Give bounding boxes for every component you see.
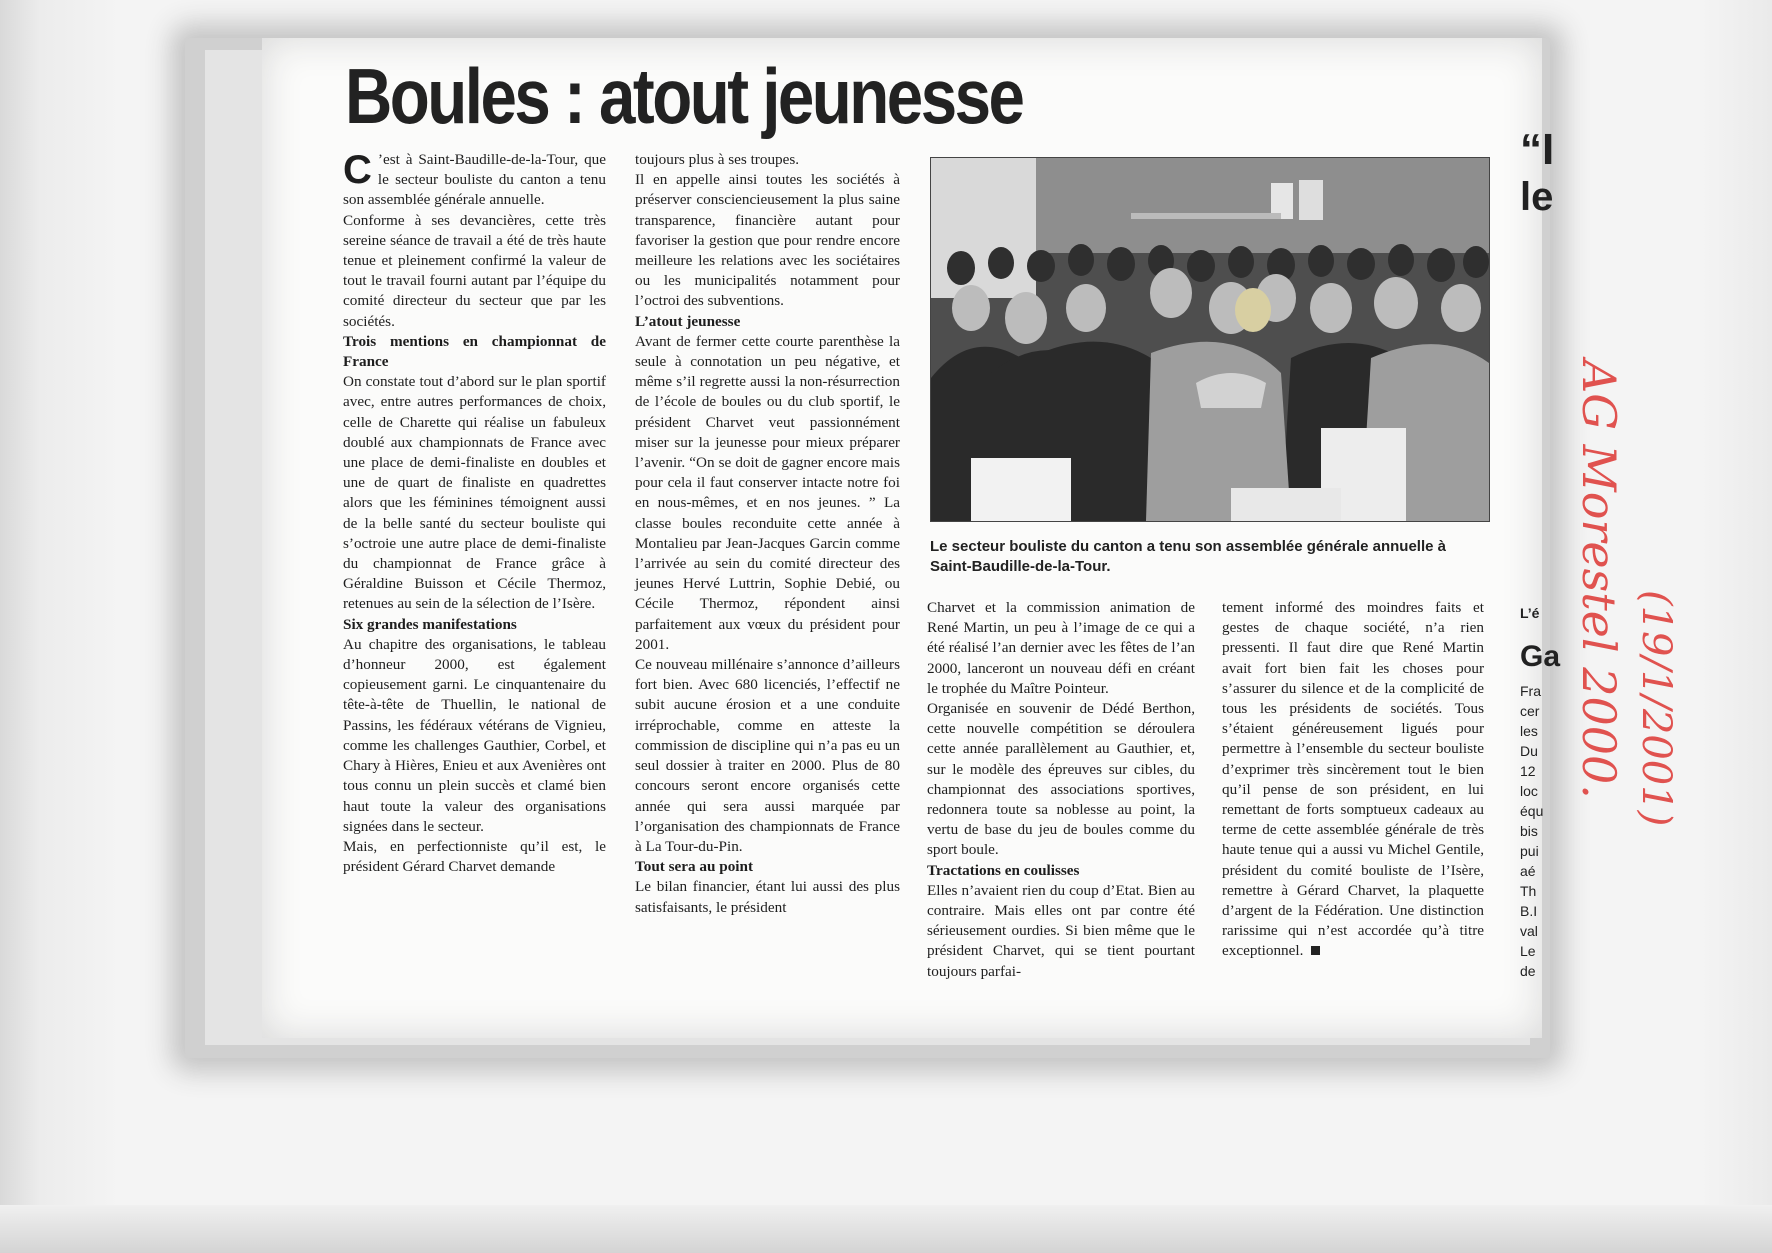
article-subheading: Trois mentions en championnat de France: [343, 332, 606, 371]
article-paragraph: tement informé des moindres faits et gestes de chaque société, n’a rien pressenti. Il faut dire que René Martin avait fort bien fait les choses pour s’assurer du silence et de la complicité de tous les présidents de sociétés. Tous s’étaient généreusement ligués pour permettre à l’ensemble du secteur bouliste d’exprimer très sincèrement tout le bien qu’il pense de son président, en lui remettant de forts somptueux cadeaux au terme de cette assemblée générale de très haute tenue qui a aussi vu Michel Gentile, président du comité bouliste de l’Isère, remettre à Gérard Charvet, la plaquette d’argent de la Fédération. Une distinction rarissime qui n’est accordée qu’à titre exceptionnel.: [1222, 599, 1484, 960]
article-paragraph: Le bilan financier, étant lui aussi des plus satisfaisants, le président: [635, 878, 900, 916]
scanner-bottom-edge: [0, 1205, 1772, 1253]
edge-text: Le: [1520, 943, 1536, 959]
audience-photo-illustration: [931, 158, 1489, 521]
edge-text: “I: [1520, 125, 1555, 174]
edge-text: 12: [1520, 763, 1536, 779]
drop-cap: C: [343, 148, 372, 192]
adjacent-article-fragment: [1518, 60, 1561, 1020]
article-paragraph: Organisée en souvenir de Dédé Berthon, cette nouvelle compétition se déroulera cette année parallèlement au Gauthier, et, sur le modèle des épreuves sur cibles, du championnat des associations sportives, redonnera toute sa noblesse au point, la vertu de base du jeu de boules comme du sport boule.: [927, 700, 1195, 859]
edge-text: L’é: [1520, 605, 1540, 621]
handwritten-annotation: [1555, 360, 1755, 840]
handwritten-note-line-1: AG Morestel 2000.: [1572, 360, 1626, 799]
article-photo: [930, 157, 1490, 522]
article-paragraph: On constate tout d’abord sur le plan sportif avec, entre autres performances de choix, celle de Charette qui réalise un fabuleux doublé aux championnats de France avec une place de demi-finaliste en doubles et une de quart de finaliste en quadrettes alors que les féminines témoignent aussi de la belle santé du secteur bouliste qui s’octroie une autre place de demi-finaliste du championnat de France grâce à Géraldine Buisson et Cécile Thermoz, retenues au sein de la sélection de l’Isère.: [343, 373, 606, 613]
article-paragraph: Avant de fermer cette courte parenthèse la seule à connotation un peu négative, et même s’il regrette aussi la non-résurrection de l’école de boules ou du club sportif, le président Charvet veut passionnément miser sur la jeunesse pour mieux préparer l’avenir. “On se doit de gagner encore mais pour cela il faut conserver intacte notre foi en nous-mêmes, et en nos jeunes. ” La classe boules reconduite cette année à Montalieu par Jean-Jacques Garcin comme l’arrivée au sein du comité directeur des jeunes Hervé Luttrin, Sophie Debié, ou Cécile Thermoz, répondent ainsi parfaitement aux vœux du président pour 2001.: [635, 332, 900, 653]
edge-text: val: [1520, 923, 1538, 939]
edge-text: Du: [1520, 743, 1538, 759]
article-lead-paragraph: C ’est à Saint-Baudille-de-la-Tour, que le secteur bouliste du canton a tenu son assemblée générale annuelle.: [343, 148, 606, 209]
article-subheading: Six grandes manifestations: [343, 615, 517, 633]
end-of-article-square-icon: [1311, 946, 1320, 955]
edge-text: loc: [1520, 783, 1538, 799]
article-paragraph: Conforme à ses devancières, cette très sereine séance de travail a été de très haute tenue et pleinement confirmé la valeur de tout le travail fourni autant par l’équipe du comité directeur du secteur que par les sociétés.: [343, 211, 606, 330]
article-paragraph: Elles n’avaient rien du coup d’Etat. Bien au contraire. Mais elles ont par contre été sérieusement ourdies. Si bien même que le président Charvet, qui se tient pourtant toujours parfai-: [927, 881, 1195, 980]
edge-text: bis: [1520, 823, 1538, 839]
edge-text: cer: [1520, 703, 1540, 719]
edge-text: B.I: [1520, 903, 1538, 919]
edge-text: aé: [1520, 863, 1536, 879]
article-paragraph: Au chapitre des organisations, le tableau d’honneur 2000, est également copieusement garni. Le cinquantenaire du tête-à-tête de Thuellin, le national de Passins, les fédéraux vétérans de Vignieu, comme les challenges Gauthier, Corbel, et Chary à Hières, Enieu et aux Avenières ont tous connu un plein succès et clamé bien haut toute la valeur des organisations signées dans le secteur.: [343, 635, 606, 835]
article-paragraph: Charvet et la commission animation de René Martin, un peu à l’image de ce qui a été réalisé l’an dernier avec les fêtes de l’an 2000, lanceront un nouveau défi en créant le trophée du Maître Pointeur.: [927, 599, 1195, 697]
edge-text: Fra: [1520, 683, 1541, 699]
edge-text: équ: [1520, 803, 1544, 819]
edge-text: de: [1520, 963, 1536, 979]
handwritten-note-line-2: (19/1/2001): [1633, 590, 1679, 827]
edge-text: Ga: [1520, 640, 1561, 673]
article-column-1: [343, 150, 606, 877]
edge-text: Th: [1520, 883, 1537, 899]
article-column-2: [635, 150, 900, 918]
article-column-4: [1222, 598, 1484, 962]
article-subheading: Tractations en coulisses: [927, 861, 1080, 879]
article-paragraph: Ce nouveau millénaire s’annonce d’ailleurs fort bien. Avec 680 licenciés, l’effectif ne subit aucune érosion et a une conduite irréprochable, comme en atteste la commission de discipline qui n’a pas eu un seul dossier à traiter en 2000. Plus de 80 concours seront encore organisés cette année qui sera aussi marquée par l’organisation des championnats de France à La Tour-du-Pin.: [635, 656, 900, 855]
edge-text: le: [1520, 175, 1554, 219]
article-subheading: L’atout jeunesse: [635, 312, 741, 330]
article-paragraph: Il en appelle ainsi toutes les sociétés à préserver consciencieusement la plus saine transparence, financière autant pour favoriser la gestion que pour rendre encore meilleure les relations avec les sociétaires ou les municipalités notamment pour l’octroi des subventions.: [635, 171, 900, 310]
edge-text: pui: [1520, 843, 1539, 859]
article-column-3: [927, 598, 1195, 982]
article-paragraph: toujours plus à ses troupes.: [635, 151, 800, 168]
article-headline: Boules : atout jeunesse: [345, 52, 1023, 140]
article-subheading: Tout sera au point: [635, 858, 754, 876]
edge-text: les: [1520, 723, 1538, 739]
photo-caption: Le secteur bouliste du canton a tenu son assemblée générale annuelle à Saint-Baudille-de-la-Tour.: [930, 538, 1446, 575]
article-paragraph: Mais, en perfectionniste qu’il est, le président Gérard Charvet demande: [343, 837, 606, 876]
